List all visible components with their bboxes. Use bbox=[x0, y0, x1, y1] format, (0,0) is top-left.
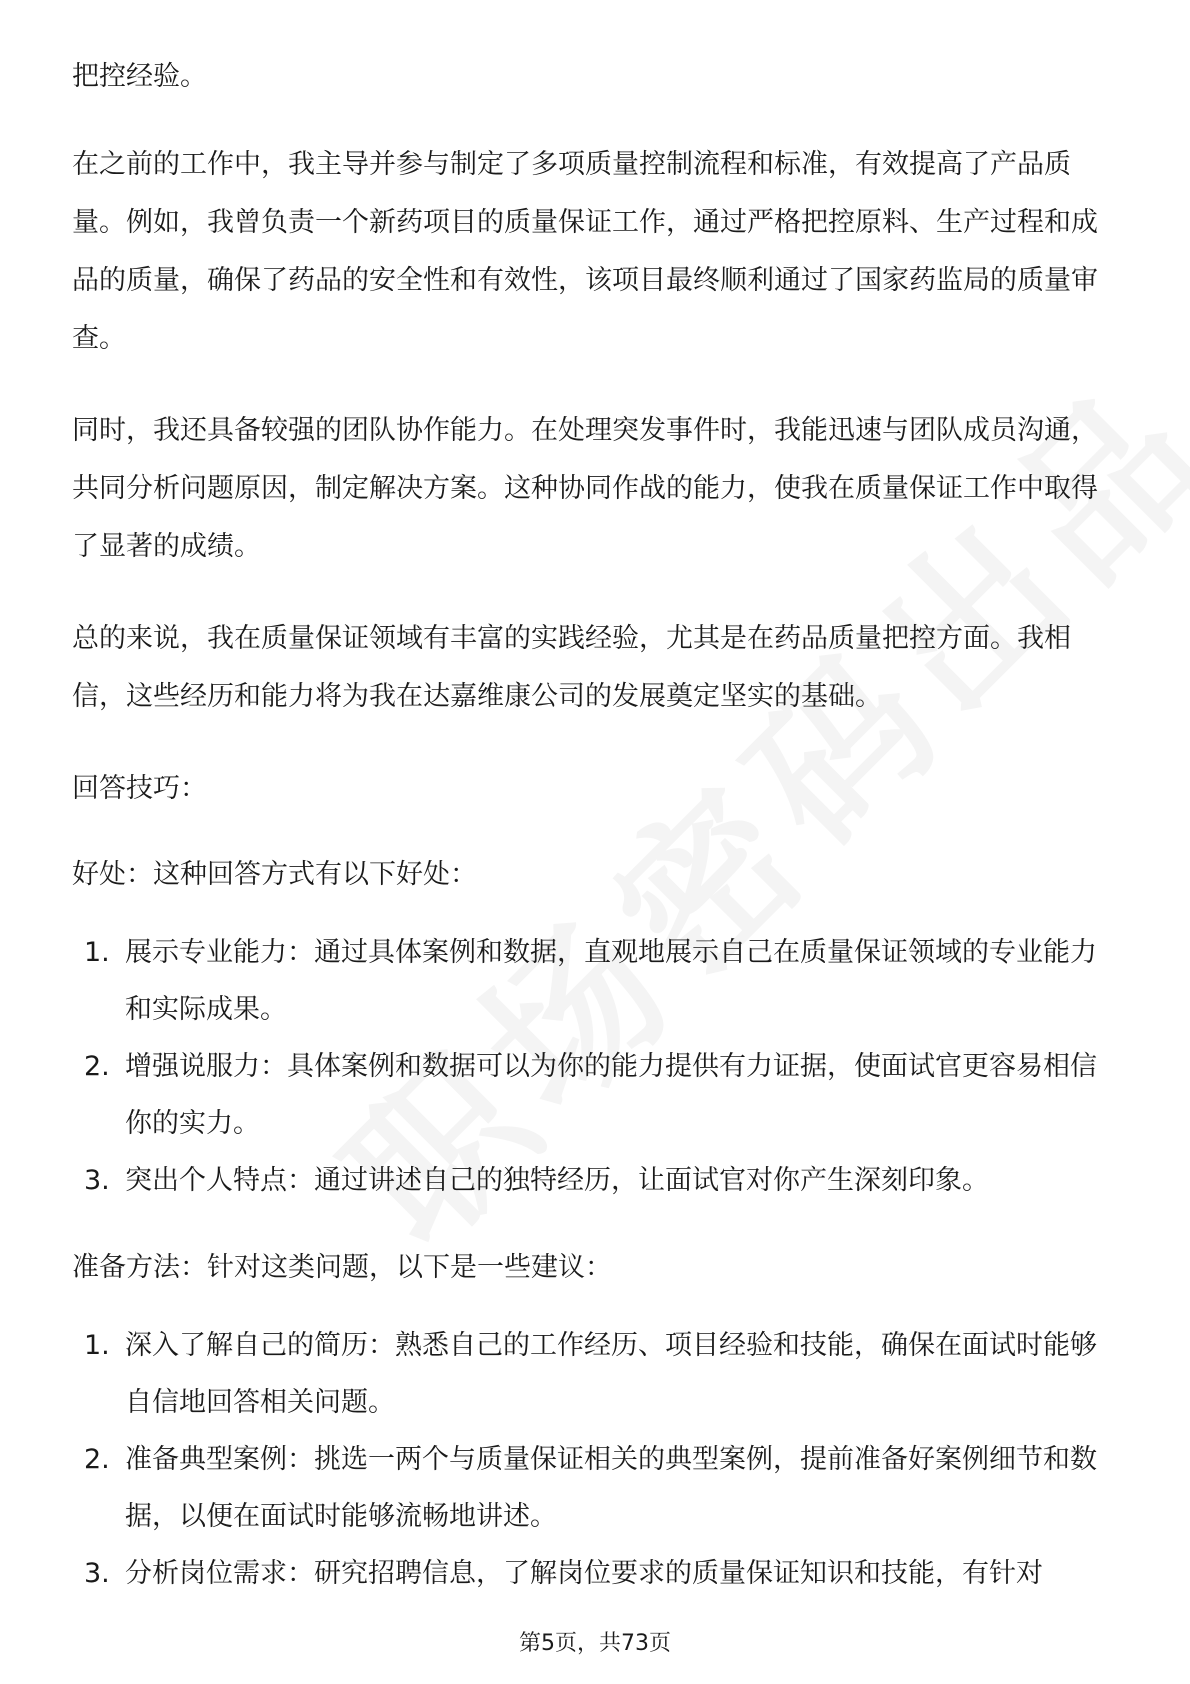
document-body bbox=[72, 48, 1122, 1632]
preparation-heading: 准备方法：针对这类问题，以下是一些建议： bbox=[72, 1252, 612, 1283]
list-item bbox=[72, 1431, 1122, 1545]
benefits-list bbox=[72, 924, 1122, 1209]
list-number: 2. bbox=[84, 1444, 110, 1475]
list-number: 3. bbox=[84, 1165, 110, 1196]
list-item bbox=[72, 1038, 1122, 1152]
list-number: 1. bbox=[84, 1330, 110, 1361]
paragraph-teamwork: 同时，我还具备较强的团队协作能力。在处理突发事件时，我能迅速与团队成员沟通，共同分析问题原因，制定解决方案。这种协同作战的能力，使我在质量保证工作中取得了显著的成绩。 bbox=[72, 415, 1098, 562]
list-item bbox=[72, 924, 1122, 1038]
preparation-list bbox=[72, 1317, 1122, 1602]
paragraph-experience: 在之前的工作中，我主导并参与制定了多项质量控制流程和标准，有效提高了产品质量。例如，我曾负责一个新药项目的质量保证工作，通过严格把控原料、生产过程和成品的质量，确保了药品的安全性和有效性，该项目最终顺利通过了国家药监局的质量审查。 bbox=[72, 149, 1098, 354]
paragraph-continuation: 把控经验。 bbox=[72, 61, 207, 92]
page-number-footer: 第5页，共73页 bbox=[519, 1631, 671, 1656]
list-text: 展示专业能力：通过具体案例和数据，直观地展示自己在质量保证领域的专业能力和实际成果。 bbox=[125, 937, 1097, 1025]
list-number: 1. bbox=[84, 937, 110, 968]
list-number: 2. bbox=[84, 1051, 110, 1082]
list-item bbox=[72, 1317, 1122, 1431]
tips-heading: 回答技巧： bbox=[72, 773, 207, 804]
list-text: 分析岗位需求：研究招聘信息，了解岗位要求的质量保证知识和技能，有针对 bbox=[125, 1558, 1043, 1589]
list-text: 突出个人特点：通过讲述自己的独特经历，让面试官对你产生深刻印象。 bbox=[125, 1165, 989, 1196]
list-item bbox=[72, 1152, 1122, 1209]
list-number: 3. bbox=[84, 1558, 110, 1589]
benefits-heading: 好处：这种回答方式有以下好处： bbox=[72, 859, 477, 890]
paragraph-summary: 总的来说，我在质量保证领域有丰富的实践经验，尤其是在药品质量把控方面。我相信，这些经历和能力将为我在达嘉维康公司的发展奠定坚实的基础。 bbox=[72, 623, 1071, 712]
list-text: 增强说服力：具体案例和数据可以为你的能力提供有力证据，使面试官更容易相信你的实力。 bbox=[125, 1051, 1097, 1139]
list-item bbox=[72, 1545, 1122, 1602]
list-text: 深入了解自己的简历：熟悉自己的工作经历、项目经验和技能，确保在面试时能够自信地回答相关问题。 bbox=[125, 1330, 1097, 1418]
list-text: 准备典型案例：挑选一两个与质量保证相关的典型案例，提前准备好案例细节和数据，以便在面试时能够流畅地讲述。 bbox=[125, 1444, 1097, 1532]
